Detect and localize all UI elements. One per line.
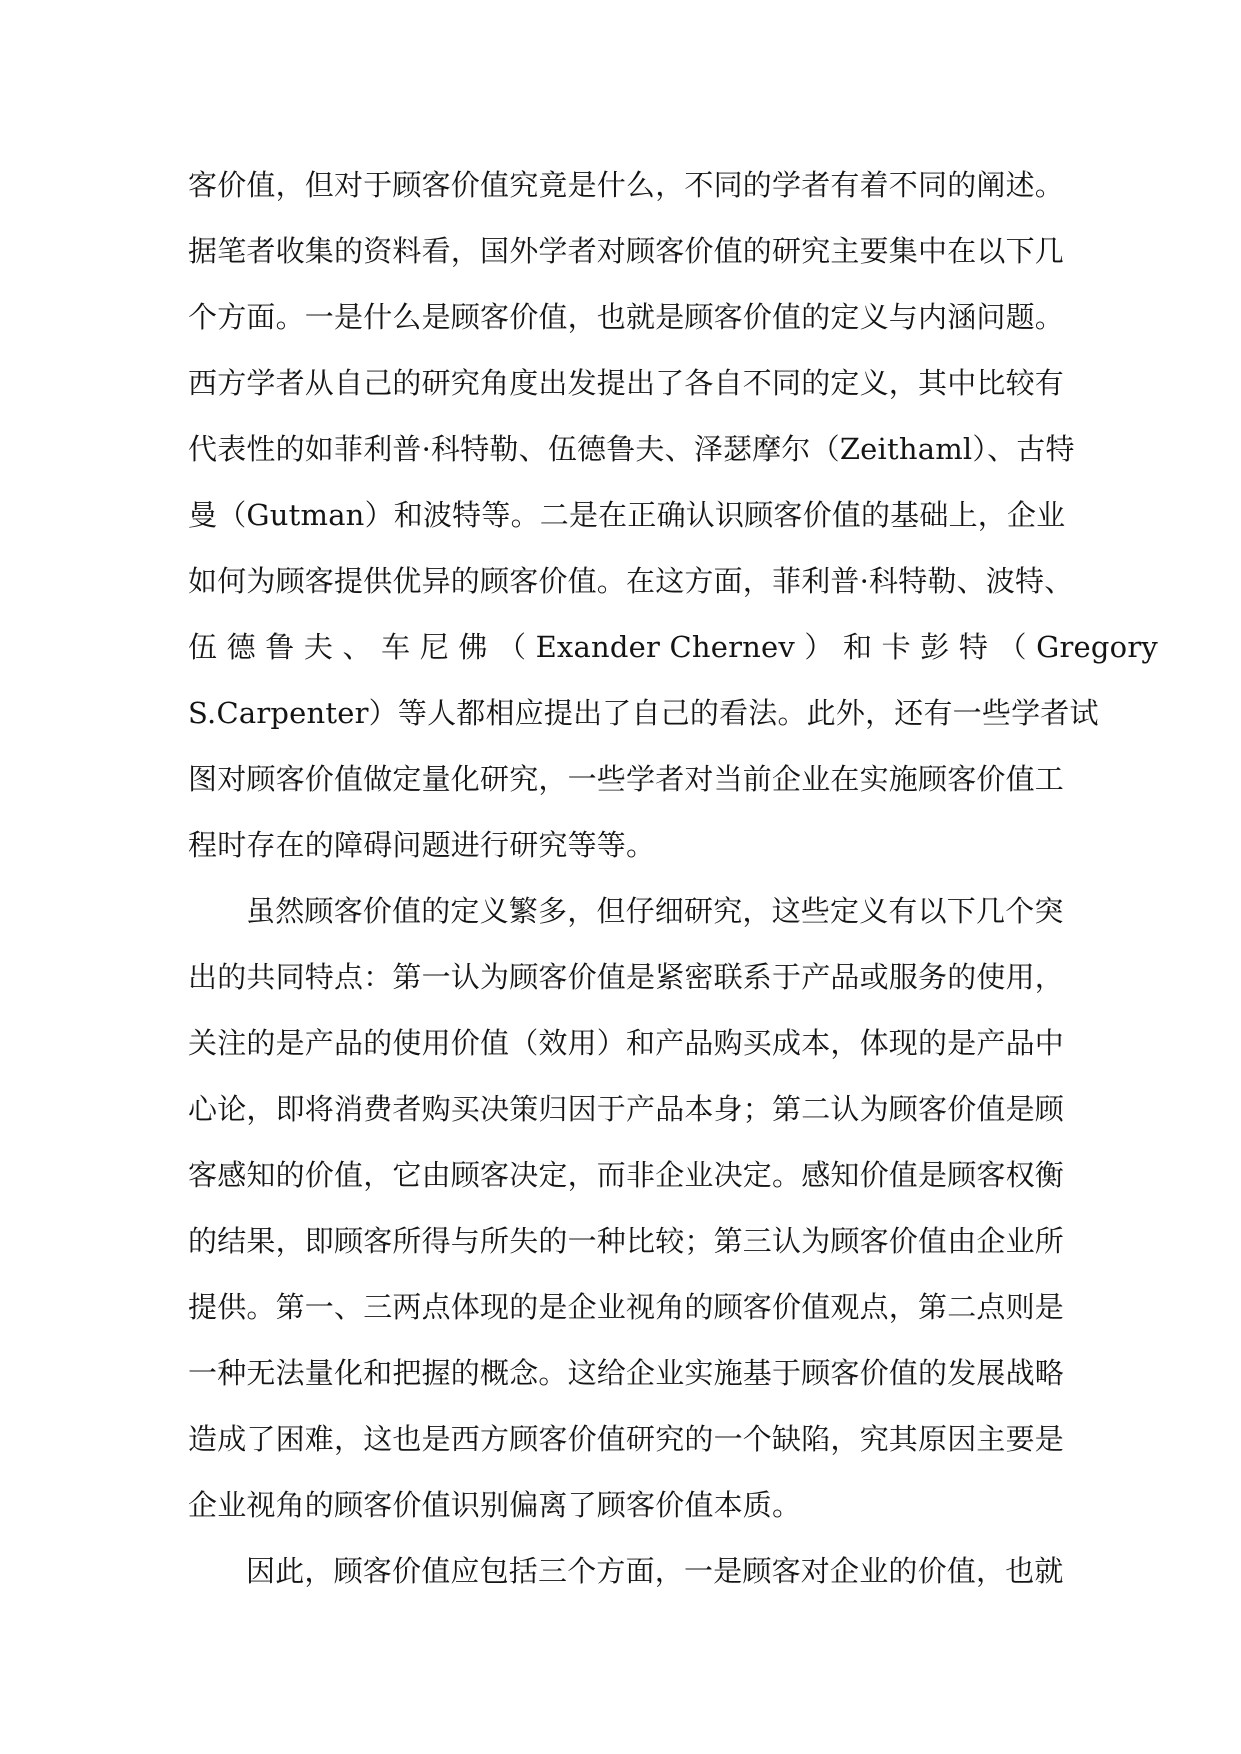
text-line: 程时存在的障碍问题进行研究等等。 bbox=[188, 828, 656, 862]
text-line: 出的共同特点：第一认为顾客价值是紧密联系于产品或服务的使用， bbox=[188, 960, 1065, 994]
text-line: 据笔者收集的资料看，国外学者对顾客价值的研究主要集中在以下几 bbox=[188, 234, 1065, 268]
text-line: 心论，即将消费者购买决策归因于产品本身；第二认为顾客价值是顾 bbox=[188, 1092, 1065, 1126]
text-line: 伍 德 鲁 夫 、 车 尼 佛 （ Exander Chernev ） 和 卡 彭 特 （ Gregory bbox=[188, 630, 1158, 664]
text-line: 企业视角的顾客价值识别偏离了顾客价值本质。 bbox=[188, 1488, 802, 1522]
text-line: 关注的是产品的使用价值（效用）和产品购买成本，体现的是产品中 bbox=[188, 1026, 1065, 1060]
text-line: 客价值，但对于顾客价值究竟是什么，不同的学者有着不同的阐述。 bbox=[188, 168, 1065, 202]
text-line: 的结果，即顾客所得与所失的一种比较；第三认为顾客价值由企业所 bbox=[188, 1224, 1065, 1258]
text-line: 客感知的价值，它由顾客决定，而非企业决定。感知价值是顾客权衡 bbox=[188, 1158, 1065, 1192]
text-line: 西方学者从自己的研究角度出发提出了各自不同的定义，其中比较有 bbox=[188, 366, 1065, 400]
paragraph-2 bbox=[188, 878, 1065, 1538]
text-line: 虽然顾客价值的定义繁多，但仔细研究，这些定义有以下几个突 bbox=[246, 894, 1064, 928]
text-line: 个方面。一是什么是顾客价值，也就是顾客价值的定义与内涵问题。 bbox=[188, 300, 1065, 334]
text-line: 图对顾客价值做定量化研究，一些学者对当前企业在实施顾客价值工 bbox=[188, 762, 1065, 796]
text-line: 一种无法量化和把握的概念。这给企业实施基于顾客价值的发展战略 bbox=[188, 1356, 1065, 1390]
text-line: S.Carpenter）等人都相应提出了自己的看法。此外，还有一些学者试 bbox=[188, 696, 1099, 730]
text-line: 曼（Gutman）和波特等。二是在正确认识顾客价值的基础上，企业 bbox=[188, 498, 1066, 532]
text-line: 造成了困难，这也是西方顾客价值研究的一个缺陷，究其原因主要是 bbox=[188, 1422, 1065, 1456]
text-line: 提供。第一、三两点体现的是企业视角的顾客价值观点，第二点则是 bbox=[188, 1290, 1065, 1324]
paragraph-3 bbox=[188, 1538, 1064, 1604]
body-text bbox=[188, 152, 1158, 1604]
paragraph-1 bbox=[188, 152, 1158, 878]
text-line: 代表性的如菲利普·科特勒、伍德鲁夫、泽瑟摩尔（Zeithaml）、古特 bbox=[188, 432, 1075, 466]
text-line: 如何为顾客提供优异的顾客价值。在这方面，菲利普·科特勒、波特、 bbox=[188, 564, 1074, 598]
text-line: 因此，顾客价值应包括三个方面，一是顾客对企业的价值，也就 bbox=[246, 1554, 1064, 1588]
